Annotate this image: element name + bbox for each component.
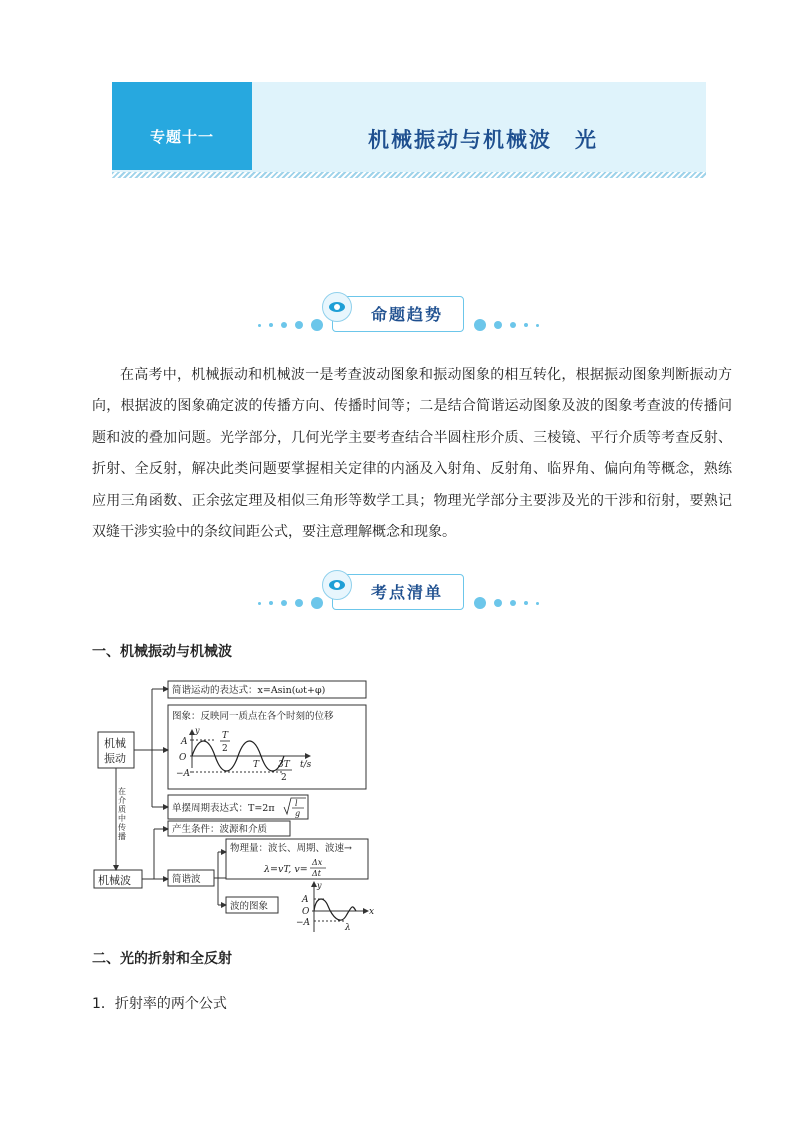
pendulum-l: l bbox=[295, 799, 298, 808]
eye-icon bbox=[322, 570, 352, 600]
graph-origin-label: O bbox=[179, 753, 187, 763]
heading-vibration-wave: 一、机械振动与机械波 bbox=[92, 644, 232, 660]
link-label-propagation bbox=[118, 786, 126, 841]
heading-refraction: 二、光的折射和全反射 bbox=[92, 951, 232, 967]
topic-title: 机械振动与机械波 光 bbox=[368, 128, 598, 152]
vibration-image-desc: 图象：反映同一质点在各个时刻的位移 bbox=[172, 711, 334, 722]
section-title: 命题趋势 bbox=[370, 305, 443, 324]
node-wave-label: 机械波 bbox=[98, 874, 131, 887]
wave-graph-amp: A bbox=[302, 895, 309, 905]
graph-half-T-num: T bbox=[222, 731, 229, 741]
graph-3halfT-num: 3T bbox=[278, 760, 290, 770]
graph-3halfT-den: 2 bbox=[281, 773, 287, 783]
link-char-2: 介 bbox=[118, 796, 126, 805]
section-header-trend bbox=[200, 292, 594, 338]
wave-graph-neg-amp: −A bbox=[296, 918, 311, 928]
eye-icon bbox=[322, 292, 352, 322]
wave-graph-x: x bbox=[369, 907, 375, 917]
decor-dots-left bbox=[258, 597, 323, 609]
link-char-1: 在 bbox=[118, 787, 126, 796]
wave-formula: λ=vT, v= bbox=[264, 864, 308, 875]
wave-graph-y: y bbox=[317, 881, 322, 890]
graph-T-label: T bbox=[253, 760, 260, 770]
concept-map-diagram bbox=[90, 674, 380, 934]
subheading-refractive-index: 1．折射率的两个公式 bbox=[92, 996, 227, 1012]
intro-paragraph: 在高考中，机械振动和机械波一是考查波动图象和振动图象的相互转化，根据振动图象判断振动方向，根据波的图象确定波的传播方向、传播时间等；二是结合简谐运动图象及波的图象考查波的传播问题和波的叠加问题。光学部分，几何光学主要考查结合半圆柱形介质、三棱镜、平行介质等考查反射、折射、全反射，解决此类问题要掌握相关定律的内涵及入射角、反射角、临界角、偏向角等概念，熟练应用三角函数、正余弦定理及相似三角形等数学工具；物理光学部分主要涉及光的干涉和衍射，要熟记双缝干涉实验中的条纹间距公式，要注意理解概念和现象。 bbox=[92, 367, 732, 541]
pendulum-formula: 单摆周期表达式：T=2π bbox=[172, 803, 275, 814]
harmonic-wave-label: 简谐波 bbox=[172, 874, 201, 885]
node-vibration-label-2: 振动 bbox=[104, 752, 126, 765]
decor-dots-right bbox=[474, 319, 539, 331]
graph-y-label: y bbox=[195, 726, 200, 735]
pendulum-g: g bbox=[295, 809, 301, 818]
graph-amp-label: A bbox=[181, 737, 188, 747]
wave-graph-lambda: λ bbox=[345, 923, 351, 933]
link-char-3: 质 bbox=[118, 805, 126, 814]
shm-expression: 简谐运动的表达式：x=Asin(ωt+φ) bbox=[172, 685, 326, 696]
node-vibration-label-1: 机械 bbox=[104, 737, 126, 750]
wave-image-label: 波的图象 bbox=[230, 901, 269, 912]
wave-condition: 产生条件：波源和介质 bbox=[172, 824, 268, 835]
wave-formula-num: Δx bbox=[312, 858, 323, 867]
link-char-4: 中 bbox=[118, 814, 126, 823]
graph-neg-amp-label: −A bbox=[176, 769, 191, 779]
wave-graph-origin: O bbox=[302, 907, 310, 917]
section-title: 考点清单 bbox=[370, 583, 443, 602]
wave-formula-den: Δt bbox=[312, 869, 321, 878]
link-char-6: 播 bbox=[118, 832, 126, 841]
graph-x-label: t/s bbox=[300, 760, 312, 770]
section-header-checklist bbox=[200, 570, 594, 616]
graph-half-T-den: 2 bbox=[222, 744, 228, 754]
decor-dots-left bbox=[258, 319, 323, 331]
banner-stripe bbox=[112, 172, 706, 178]
decor-dots-right bbox=[474, 597, 539, 609]
physical-quantities: 物理量：波长、周期、波速→ bbox=[230, 843, 352, 854]
topic-number: 专题十一 bbox=[149, 128, 214, 146]
link-char-5: 传 bbox=[118, 823, 126, 832]
